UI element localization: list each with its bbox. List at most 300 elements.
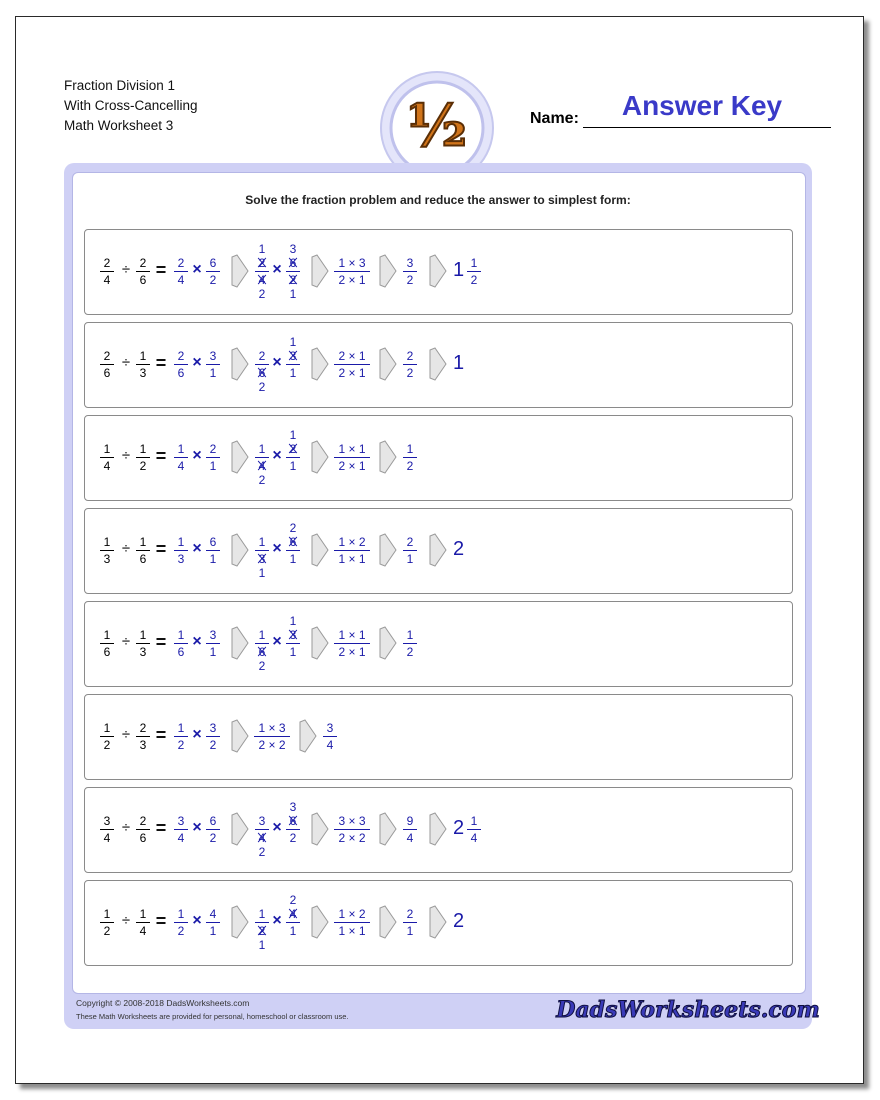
fraction-bar	[206, 550, 220, 551]
fraction-bar	[334, 922, 370, 923]
numerator: 2	[258, 349, 266, 363]
simplified-answer: 2	[453, 817, 465, 839]
numerator: 1	[103, 442, 111, 456]
step-arrow-icon	[429, 905, 447, 939]
numerator: 1	[177, 442, 185, 456]
numerator: 1 × 3	[258, 721, 286, 735]
denominator: 1	[209, 645, 217, 659]
denominator: 4	[258, 831, 266, 845]
fraction-bar	[136, 922, 150, 923]
denominator: 4	[177, 273, 185, 287]
denominator: 1	[289, 645, 297, 659]
step-arrow-icon	[311, 905, 329, 939]
denominator: 2 × 2	[338, 831, 366, 845]
fraction-bar	[334, 643, 370, 644]
brand-text: DadsWorksheets.com	[556, 997, 820, 1023]
fraction-bar	[174, 643, 188, 644]
denominator: 6	[177, 366, 185, 380]
step-arrow-icon	[231, 533, 249, 567]
numerator: 2	[406, 907, 414, 921]
denominator: 2	[289, 831, 297, 845]
multiply-sign: ×	[192, 447, 202, 464]
step-arrow-icon	[311, 347, 329, 381]
step-arrow-icon	[379, 254, 397, 288]
fraction-bar	[255, 457, 269, 458]
fraction-bar	[206, 643, 220, 644]
name-line	[583, 127, 831, 128]
numerator: 2	[406, 535, 414, 549]
numerator: 4	[289, 907, 297, 921]
numerator: 6	[209, 256, 217, 270]
numerator: 3	[103, 814, 111, 828]
numerator: 1	[258, 535, 266, 549]
reduced-value: 2	[258, 845, 266, 859]
cross-out-mark	[288, 350, 298, 362]
step-arrow-icon	[231, 719, 249, 753]
equals-sign: =	[155, 632, 167, 652]
fraction-bar	[255, 829, 269, 830]
step-arrow-icon	[311, 533, 329, 567]
multiply-sign: ×	[192, 912, 202, 929]
numerator: 2	[177, 256, 185, 270]
equals-sign: =	[155, 260, 167, 280]
fraction-bar	[136, 271, 150, 272]
fraction-bar	[334, 271, 370, 272]
numerator: 6	[289, 814, 297, 828]
fraction-bar	[467, 271, 481, 272]
numerator: 1 × 3	[338, 256, 366, 270]
numerator: 2	[289, 442, 297, 456]
numerator: 3	[289, 349, 297, 363]
fraction-bar	[100, 922, 114, 923]
numerator: 3	[406, 256, 414, 270]
numerator: 3	[258, 814, 266, 828]
fraction-bar	[334, 457, 370, 458]
equals-sign: =	[155, 446, 167, 466]
reduced-value: 2	[258, 659, 266, 673]
numerator: 1	[139, 442, 147, 456]
reduced-value: 1	[289, 428, 297, 442]
fraction-bar	[334, 550, 370, 551]
numerator: 1	[177, 907, 185, 921]
denominator: 4	[406, 831, 414, 845]
fraction-bar	[136, 643, 150, 644]
equals-sign: =	[155, 353, 167, 373]
step-arrow-icon	[429, 812, 447, 846]
dadsworksheets-logo	[556, 990, 820, 1026]
denominator: 6	[139, 552, 147, 566]
answer-key-title: Answer Key	[621, 90, 783, 121]
denominator: 4	[177, 459, 185, 473]
denominator: 2	[103, 738, 111, 752]
numerator: 1	[139, 628, 147, 642]
multiply-sign: ×	[272, 912, 282, 929]
numerator: 2	[103, 256, 111, 270]
numerator: 1 × 2	[338, 535, 366, 549]
fraction-bar	[255, 271, 269, 272]
step-arrow-icon	[379, 347, 397, 381]
denominator: 2	[406, 273, 414, 287]
numerator: 3	[177, 814, 185, 828]
numerator: 1	[139, 349, 147, 363]
fraction-bar	[403, 364, 417, 365]
step-arrow-icon	[231, 440, 249, 474]
denominator: 1	[209, 459, 217, 473]
step-arrow-icon	[311, 254, 329, 288]
denominator: 6	[103, 366, 111, 380]
simplified-answer: 1	[453, 352, 465, 374]
denominator: 3	[177, 552, 185, 566]
denominator: 6	[258, 366, 266, 380]
denominator: 4	[470, 831, 478, 845]
numerator: 1	[406, 628, 414, 642]
fraction-bar	[206, 829, 220, 830]
multiply-sign: ×	[272, 819, 282, 836]
denominator: 6	[139, 273, 147, 287]
denominator: 2	[209, 831, 217, 845]
fraction-bar	[174, 457, 188, 458]
cross-out-mark	[257, 832, 267, 844]
denominator: 4	[258, 273, 266, 287]
numerator: 1	[258, 907, 266, 921]
denominator: 1	[289, 366, 297, 380]
denominator: 2	[406, 459, 414, 473]
numerator: 6	[209, 814, 217, 828]
numerator: 1 × 1	[338, 628, 366, 642]
fraction-bar	[286, 922, 300, 923]
copyright-text: Copyright © 2008-2018 DadsWorksheets.com	[76, 998, 250, 1008]
cross-out-mark	[288, 908, 298, 920]
denominator: 1	[289, 459, 297, 473]
fraction-bar	[286, 550, 300, 551]
step-arrow-icon	[231, 347, 249, 381]
divide-sign: ÷	[121, 912, 131, 929]
worksheet-number: Math Worksheet 3	[64, 118, 174, 133]
multiply-sign: ×	[192, 261, 202, 278]
numerator: 2	[139, 721, 147, 735]
numerator: 6	[289, 535, 297, 549]
multiply-sign: ×	[272, 354, 282, 371]
multiply-sign: ×	[272, 540, 282, 557]
numerator: 4	[209, 907, 217, 921]
denominator: 2	[470, 273, 478, 287]
step-arrow-icon	[311, 626, 329, 660]
fraction-bar	[334, 364, 370, 365]
denominator: 3	[258, 552, 266, 566]
denominator: 1	[289, 552, 297, 566]
fraction-bar	[100, 736, 114, 737]
fraction-bar	[255, 643, 269, 644]
equals-sign: =	[155, 911, 167, 931]
step-arrow-icon	[379, 812, 397, 846]
numerator: 1	[103, 628, 111, 642]
step-arrow-icon	[231, 254, 249, 288]
fraction-bar	[403, 550, 417, 551]
fraction-bar	[286, 271, 300, 272]
cross-out-mark	[257, 925, 267, 937]
usage-note: These Math Worksheets are provided for personal, homeschool or classroom use.	[76, 1012, 349, 1021]
cross-out-mark	[257, 460, 267, 472]
fraction-bar	[255, 922, 269, 923]
numerator: 1	[258, 442, 266, 456]
multiply-sign: ×	[192, 354, 202, 371]
fraction-bar	[174, 829, 188, 830]
denominator: 6	[103, 645, 111, 659]
fraction-bar	[136, 364, 150, 365]
cross-out-mark	[288, 536, 298, 548]
cross-out-mark	[288, 443, 298, 455]
cross-out-mark	[288, 257, 298, 269]
fraction-bar	[136, 736, 150, 737]
reduced-value: 1	[258, 566, 266, 580]
denominator: 1	[209, 924, 217, 938]
fraction-bar	[286, 829, 300, 830]
fraction-bar	[206, 457, 220, 458]
step-arrow-icon	[231, 812, 249, 846]
denominator: 6	[139, 831, 147, 845]
step-arrow-icon	[379, 905, 397, 939]
cross-out-mark	[288, 274, 298, 286]
fraction-bar	[136, 829, 150, 830]
numerator: 1	[177, 721, 185, 735]
denominator: 4	[326, 738, 334, 752]
reduced-value: 2	[258, 380, 266, 394]
multiply-sign: ×	[272, 633, 282, 650]
multiply-sign: ×	[192, 633, 202, 650]
fraction-bar	[100, 457, 114, 458]
denominator: 3	[139, 366, 147, 380]
denominator: 1	[406, 552, 414, 566]
reduced-value: 2	[289, 521, 297, 535]
numerator: 1	[103, 907, 111, 921]
step-arrow-icon	[379, 440, 397, 474]
denominator: 4	[103, 273, 111, 287]
numerator: 3	[326, 721, 334, 735]
fraction-bar	[174, 364, 188, 365]
reduced-value: 1	[289, 614, 297, 628]
fraction-bar	[100, 271, 114, 272]
fraction-bar	[286, 457, 300, 458]
fraction-bar	[100, 829, 114, 830]
reduced-value: 1	[289, 335, 297, 349]
fraction-bar	[403, 457, 417, 458]
step-arrow-icon	[379, 626, 397, 660]
reduced-value: 1	[258, 938, 266, 952]
fraction-bar	[206, 922, 220, 923]
cross-out-mark	[288, 629, 298, 641]
fraction-bar	[403, 922, 417, 923]
numerator: 2	[103, 349, 111, 363]
worksheet-title: Fraction Division 1	[64, 78, 176, 93]
divide-sign: ÷	[121, 819, 131, 836]
denominator: 3	[139, 645, 147, 659]
reduced-value: 2	[258, 473, 266, 487]
cross-out-mark	[257, 367, 267, 379]
step-arrow-icon	[231, 626, 249, 660]
numerator: 1	[103, 535, 111, 549]
denominator: 2	[177, 738, 185, 752]
denominator: 1	[289, 924, 297, 938]
step-arrow-icon	[379, 533, 397, 567]
equals-sign: =	[155, 539, 167, 559]
denominator: 4	[103, 459, 111, 473]
numerator: 2	[258, 256, 266, 270]
denominator: 4	[103, 831, 111, 845]
fraction-bar	[255, 364, 269, 365]
numerator: 9	[406, 814, 414, 828]
fraction-bar	[255, 550, 269, 551]
denominator: 2 × 1	[338, 273, 366, 287]
divide-sign: ÷	[121, 261, 131, 278]
fraction-bar	[403, 829, 417, 830]
cross-out-mark	[257, 646, 267, 658]
numerator: 2	[209, 442, 217, 456]
numerator: 3	[209, 721, 217, 735]
fraction-bar	[467, 829, 481, 830]
denominator: 2	[209, 273, 217, 287]
denominator: 2	[177, 924, 185, 938]
numerator: 6	[209, 535, 217, 549]
reduced-value: 3	[289, 800, 297, 814]
numerator: 3 × 3	[338, 814, 366, 828]
fraction-bar	[136, 550, 150, 551]
instructions: Solve the fraction problem and reduce the answer to simplest form:	[245, 193, 631, 207]
denominator: 2	[139, 459, 147, 473]
denominator: 4	[139, 924, 147, 938]
divide-sign: ÷	[121, 633, 131, 650]
denominator: 2	[103, 924, 111, 938]
fraction-bar	[206, 271, 220, 272]
numerator: 1 × 1	[338, 442, 366, 456]
reduced-value: 1	[258, 242, 266, 256]
fraction-bar	[174, 736, 188, 737]
equals-sign: =	[155, 818, 167, 838]
step-arrow-icon	[429, 347, 447, 381]
denominator: 1	[209, 552, 217, 566]
numerator: 1	[470, 256, 478, 270]
numerator: 3	[209, 628, 217, 642]
denominator: 6	[258, 645, 266, 659]
denominator: 6	[177, 645, 185, 659]
fraction-bar	[174, 271, 188, 272]
reduced-value: 2	[289, 893, 297, 907]
simplified-answer: 2	[453, 910, 465, 932]
cross-out-mark	[257, 274, 267, 286]
denominator: 4	[177, 831, 185, 845]
numerator: 1	[258, 628, 266, 642]
simplified-answer: 1	[453, 259, 465, 281]
denominator: 2	[406, 366, 414, 380]
multiply-sign: ×	[272, 261, 282, 278]
numerator: 2 × 1	[338, 349, 366, 363]
denominator: 2	[258, 924, 266, 938]
numerator: 2	[177, 349, 185, 363]
divide-sign: ÷	[121, 447, 131, 464]
fraction-bar	[100, 550, 114, 551]
denominator: 1	[406, 924, 414, 938]
divide-sign: ÷	[121, 540, 131, 557]
numerator: 1	[470, 814, 478, 828]
numerator: 1	[406, 442, 414, 456]
numerator: 1	[103, 721, 111, 735]
denominator: 2 × 1	[338, 459, 366, 473]
denominator: 2	[209, 738, 217, 752]
fraction-bar	[100, 364, 114, 365]
numerator: 1	[139, 907, 147, 921]
denominator: 1	[209, 366, 217, 380]
denominator: 2 × 2	[258, 738, 286, 752]
denominator: 3	[103, 552, 111, 566]
numerator: 1	[177, 628, 185, 642]
numerator: 2	[139, 256, 147, 270]
fraction-bar	[403, 271, 417, 272]
divide-sign: ÷	[121, 354, 131, 371]
fraction-bar	[323, 736, 337, 737]
numerator: 3	[209, 349, 217, 363]
step-arrow-icon	[299, 719, 317, 753]
denominator: 2	[406, 645, 414, 659]
denominator: 2 × 1	[338, 366, 366, 380]
cross-out-mark	[288, 815, 298, 827]
fraction-bar	[100, 643, 114, 644]
numerator: 6	[289, 256, 297, 270]
numerator: 1 × 2	[338, 907, 366, 921]
fraction-bar	[136, 457, 150, 458]
fraction-bar	[286, 643, 300, 644]
fraction-bar	[286, 364, 300, 365]
fraction-bar	[206, 364, 220, 365]
multiply-sign: ×	[272, 447, 282, 464]
step-arrow-icon	[429, 533, 447, 567]
fraction-bar	[174, 550, 188, 551]
denominator: 2	[289, 273, 297, 287]
numerator: 2	[139, 814, 147, 828]
step-arrow-icon	[311, 812, 329, 846]
equals-sign: =	[155, 725, 167, 745]
cross-out-mark	[257, 553, 267, 565]
reduced-value: 2	[258, 287, 266, 301]
reduced-value: 3	[289, 242, 297, 256]
divide-sign: ÷	[121, 726, 131, 743]
worksheet-subtitle: With Cross-Cancelling	[64, 98, 198, 113]
denominator: 3	[139, 738, 147, 752]
cross-out-mark	[257, 257, 267, 269]
numerator: 3	[289, 628, 297, 642]
simplified-answer: 2	[453, 538, 465, 560]
logo-text: ½	[406, 92, 468, 160]
name-label: Name:	[530, 110, 579, 127]
reduced-value: 1	[289, 287, 297, 301]
fraction-bar	[174, 922, 188, 923]
denominator: 4	[258, 459, 266, 473]
multiply-sign: ×	[192, 540, 202, 557]
step-arrow-icon	[429, 254, 447, 288]
numerator: 1	[177, 535, 185, 549]
step-arrow-icon	[311, 440, 329, 474]
step-arrow-icon	[231, 905, 249, 939]
multiply-sign: ×	[192, 819, 202, 836]
denominator: 1 × 1	[338, 552, 366, 566]
fraction-bar	[403, 643, 417, 644]
numerator: 1	[139, 535, 147, 549]
fraction-bar	[206, 736, 220, 737]
denominator: 2 × 1	[338, 645, 366, 659]
fraction-bar	[254, 736, 290, 737]
numerator: 2	[406, 349, 414, 363]
denominator: 1 × 1	[338, 924, 366, 938]
fraction-bar	[334, 829, 370, 830]
multiply-sign: ×	[192, 726, 202, 743]
